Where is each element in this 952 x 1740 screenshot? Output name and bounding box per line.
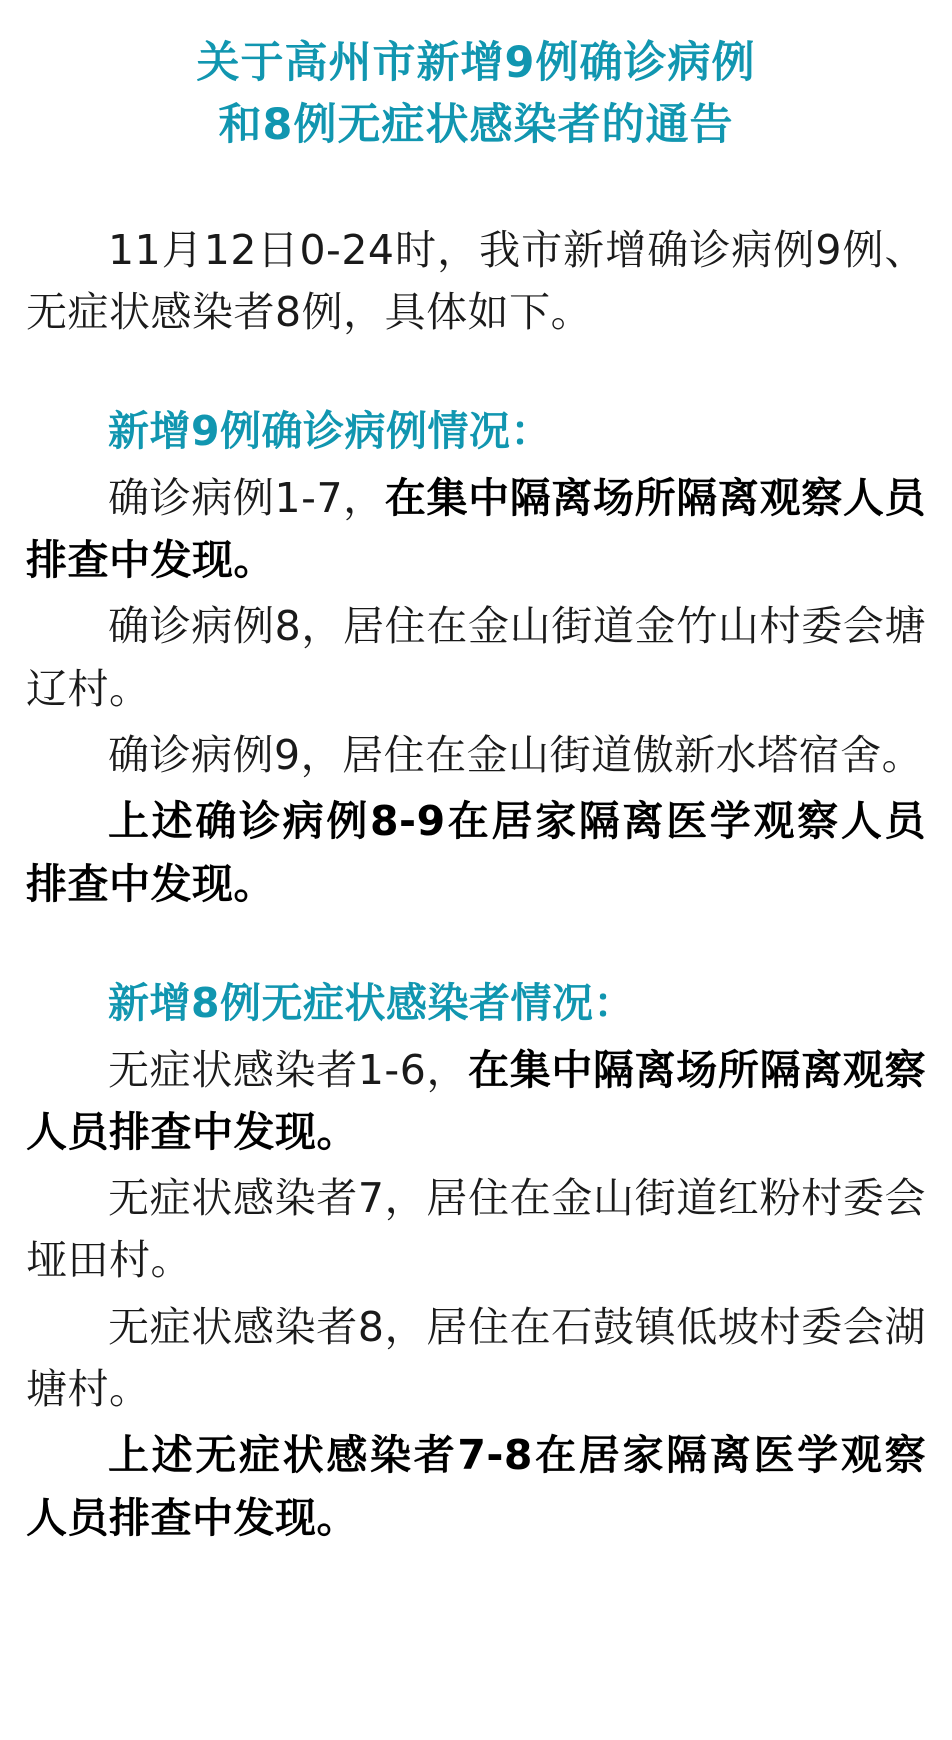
section-heading-confirmed: 新增9例确诊病例情况： <box>108 407 553 456</box>
paragraph-asymptomatic-7-normal: 无症状感染者7，居住在金山街道红粉村委会垭田村。 <box>26 1174 926 1285</box>
paragraph-asymptomatic-8-normal: 无症状感染者8，居住在石鼓镇低坡村委会湖塘村。 <box>26 1302 926 1414</box>
paragraph-confirmed-9-normal: 确诊病例9，居住在金山街道傲新水塔宿舍。 <box>108 731 924 780</box>
section-heading-asymptomatic: 新增8例无症状感染者情况： <box>108 979 636 1027</box>
paragraph-confirmed-1-7 <box>26 467 926 592</box>
paragraph-asymptomatic-8 <box>26 1296 926 1421</box>
paragraph-asymptomatic-7 <box>26 1167 926 1292</box>
paragraph-confirmed-summary <box>26 790 926 915</box>
paragraph-confirmed-summary-bold: 上述确诊病例8-9在居家隔离医学观察人员排查中发现。 <box>26 797 926 908</box>
page-title-line-2: 和8例无症状感染者的通告 <box>218 100 734 151</box>
paragraph-asymptomatic-1-6 <box>26 1039 926 1164</box>
paragraph-confirmed-8 <box>26 595 926 720</box>
paragraph-confirmed-1-7-normal: 确诊病例1-7， <box>108 473 385 522</box>
intro-section-spacer <box>26 347 926 401</box>
paragraph-asymptomatic-1-6-bold: 在集中隔离场所隔离观察人员排查中发现。 <box>26 1045 926 1156</box>
section-gap-spacer <box>26 919 926 973</box>
paragraph-confirmed-8-normal: 确诊病例8，居住在金山街道金竹山村委会塘辽村。 <box>26 602 926 713</box>
paragraph-asymptomatic-summary <box>26 1424 926 1549</box>
paragraph-asymptomatic-1-6-normal: 无症状感染者1-6， <box>108 1045 469 1094</box>
page-title-line-1: 关于高州市新增9例确诊病例 <box>196 38 756 88</box>
intro-paragraph: 11月12日0-24时，我市新增确诊病例9例、无症状感染者8例，具体如下。 <box>26 225 926 336</box>
title-body-spacer <box>26 157 926 219</box>
paragraph-confirmed-1-7-bold: 在集中隔离场所隔离观察人员排查中发现。 <box>26 473 926 585</box>
paragraph-asymptomatic-summary-bold: 上述无症状感染者7-8在居家隔离医学观察人员排查中发现。 <box>26 1431 926 1542</box>
page-title <box>26 32 926 157</box>
paragraph-confirmed-9 <box>26 724 926 786</box>
